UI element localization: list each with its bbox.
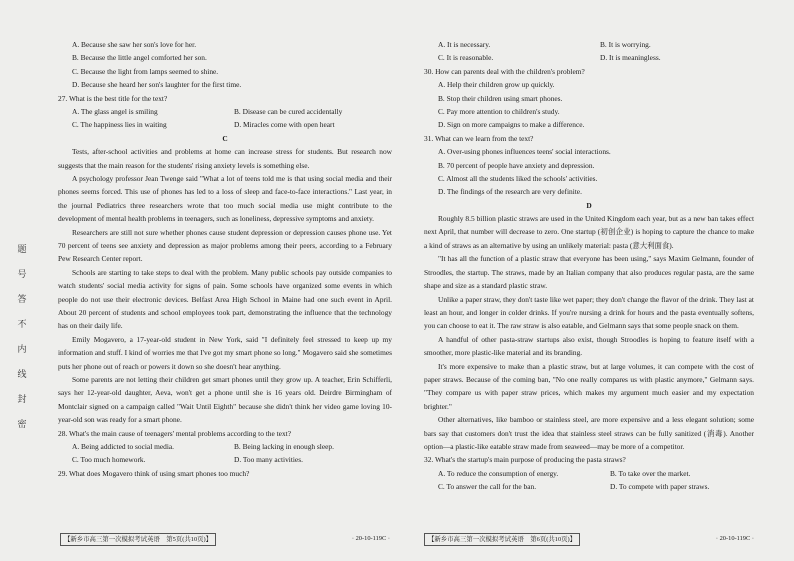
option-c: C. It is reasonable. bbox=[438, 53, 494, 63]
option-line: A. Help their children grow up quickly. bbox=[438, 80, 555, 90]
option-d: D. Too many activities. bbox=[234, 455, 303, 465]
option-line: C. Pay more attention to children's study. bbox=[438, 106, 560, 116]
question-32-options-row bbox=[424, 467, 754, 480]
option-line: D. Sign on more campaigns to make a difference. bbox=[438, 120, 585, 130]
question-29-options-row bbox=[424, 38, 754, 51]
option-line: B. Stop their children using smart phones. bbox=[438, 93, 563, 103]
question-30-stem: 30. How can parents deal with the children's problem? bbox=[424, 66, 585, 76]
page-footer-right bbox=[424, 531, 754, 547]
option-line: B. Because the little angel comforted her son. bbox=[72, 53, 207, 63]
question-28-options-row bbox=[58, 453, 392, 466]
question-32-options-row bbox=[424, 480, 754, 493]
binding-char: 封 bbox=[17, 394, 27, 404]
question-29-options-row bbox=[424, 51, 754, 64]
left-column bbox=[58, 38, 392, 480]
option-c: C. To answer the call for the ban. bbox=[438, 482, 537, 492]
option-a: A. To reduce the consumption of energy. bbox=[438, 468, 559, 478]
question-27-options-row bbox=[58, 105, 392, 118]
footer-code: · 20-10-119C · bbox=[351, 535, 390, 542]
passage-paragraph: "It has all the function of a plastic straw that everyone has been using," says Maxim Gelmann, founder of Stroodles, the startup. The straws, made by an Italian company that also produces regular pasta, are the same shape and size as a standard plastic straw. bbox=[424, 254, 754, 291]
option-a: A. Being addicted to social media. bbox=[72, 442, 175, 452]
option-line: B. 70 percent of people have anxiety and depression. bbox=[438, 160, 595, 170]
binding-char: 线 bbox=[17, 369, 27, 379]
binding-char: 内 bbox=[17, 344, 27, 354]
footer-title: 【新乡市高三第一次模拟考试英语 第6页(共10页)】 bbox=[424, 533, 580, 546]
passage-paragraph: Schools are starting to take steps to deal with the problem. Many public schools pay outside companies to watch students' social media activity for signs of pain. Some schools have organized some events in which people do not use their electronic devices. Belfast Area High School in Maine had one such event in April. About 20 percent of students and school employees took part, demonstrating the influence that the technology has on their daily life. bbox=[58, 267, 392, 331]
option-d: D. Miracles come with open heart bbox=[234, 120, 335, 130]
passage-paragraph: Roughly 8.5 billion plastic straws are used in the United Kingdom each year, but as a new ban takes effect next April, that number will decrease to zero. One startup (初创企业) is hoping to capture the chance to make a kind of straws as an alternative by using an unlikely material: pasta (意大利面食). bbox=[424, 214, 754, 250]
question-32-stem: 32. What's the startup's main purpose of producing the pasta straws? bbox=[424, 455, 626, 465]
option-b: B. Being lacking in enough sleep. bbox=[234, 442, 334, 452]
option-line: C. Almost all the students liked the schools' activities. bbox=[438, 173, 598, 183]
binding-char: 密 bbox=[17, 419, 27, 429]
page-footer-left bbox=[60, 531, 390, 547]
footer-title: 【新乡市高三第一次模拟考试英语 第5页(共10页)】 bbox=[60, 533, 216, 546]
right-column bbox=[424, 38, 754, 494]
option-b: B. Disease can be cured accidentally bbox=[234, 106, 343, 116]
binding-char: 号 bbox=[17, 269, 27, 279]
passage-paragraph: Tests, after-school activities and problems at home can increase stress for students. But research now suggests that the main reason for the students' rising anxiety levels is something else. bbox=[58, 147, 392, 170]
option-line: A. Over-using phones influences teens' social interactions. bbox=[438, 147, 611, 157]
question-27-options-row bbox=[58, 118, 392, 131]
question-31-stem: 31. What can we learn from the text? bbox=[424, 133, 534, 143]
passage-paragraph: A psychology professor Jean Twenge said "What a lot of teens told me is that using social media and their phones seems forced. This use of phones has led to a loss of sleep and face-to-face interactions." Last year, in the journal Pediatrics three researchers wrote that too much social media use might contribute to the development of mental health problems in teenagers, such as loneliness, depressive symptoms and anxiety. bbox=[58, 173, 392, 224]
option-c: C. Too much homework. bbox=[72, 455, 146, 465]
section-heading-d: D bbox=[586, 200, 592, 210]
passage-paragraph: Emily Mogavero, a 17-year-old student in New York, said "I definitely feel stressed to keep up my information and stuff. I kind of worries me that I've got my smart phone so long." Mogavero said she sometimes puts her phone out of reach or powers it down so she doesn't hear anything. bbox=[58, 334, 392, 371]
question-27-stem: 27. What is the best title for the text? bbox=[58, 93, 168, 103]
passage-paragraph: Unlike a paper straw, they don't taste like wet paper; they don't change the flavor of the drink. They last at least an hour, and longer in colder drinks. If you're nursing a drink for hours and the pasta eventually softens, you can choose to eat it. The raw straw is also eatable, and Gelmann says that some people snack on them. bbox=[424, 294, 754, 331]
footer-code: · 20-10-119C · bbox=[715, 535, 754, 542]
passage-paragraph: Researchers are still not sure whether phones cause student depression or depression causes phone use. Yet 70 percent of teens see anxiety and depression as major problems among their peers, according to a February Pew Research Center report. bbox=[58, 227, 392, 264]
option-b: B. It is worrying. bbox=[600, 40, 651, 49]
passage-paragraph: A handful of other pasta-straw startups also exist, though Stroodles is hoping to feature itself with a smoother, more plastic-like material and its branding. bbox=[424, 334, 754, 358]
question-29-stem: 29. What does Mogavero think of using smart phones too much? bbox=[58, 468, 250, 478]
binding-margin bbox=[0, 0, 44, 561]
binding-char: 题 bbox=[17, 244, 27, 254]
option-c: C. The happiness lies in waiting bbox=[72, 120, 167, 130]
option-b: B. To take over the market. bbox=[610, 468, 691, 478]
option-line: A. Because she saw her son's love for her. bbox=[72, 40, 197, 49]
section-heading-c: C bbox=[222, 133, 228, 143]
option-d: D. To compete with paper straws. bbox=[610, 482, 710, 492]
binding-char: 答 bbox=[17, 294, 27, 304]
option-a: A. It is necessary. bbox=[438, 40, 491, 49]
option-d: D. It is meaningless. bbox=[600, 53, 661, 63]
question-28-options-row bbox=[58, 440, 392, 453]
passage-paragraph: Other alternatives, like bamboo or stainless steel, are more expensive and a less elegant solution; some bars say that customers don't trust the idea that stainless steel straws can be fully sanitized (消毒). Another option—a plastic-like eatable straw made from seaweed—may be more of a competitor. bbox=[424, 415, 754, 451]
option-line: D. The findings of the research are very definite. bbox=[438, 187, 582, 197]
passage-paragraph: Some parents are not letting their children get smart phones until they grow up. A teacher, Erin Schifferli, says her 12-year-old daughter, Aeva, won't get a phone until she is 16 years old. Deirdre Birmingham of Montclair signed on a campaign called "Wait Until Eighth" because she didn't think her video game loving 10-year-old son was ready for a smart phone. bbox=[58, 375, 392, 425]
option-line: C. Because the light from lamps seemed to shine. bbox=[72, 66, 219, 76]
option-line: D. Because she heard her son's laughter for the first time. bbox=[72, 80, 242, 90]
option-a: A. The glass angel is smiling bbox=[72, 106, 158, 116]
question-28-stem: 28. What's the main cause of teenagers' mental problems according to the text? bbox=[58, 428, 291, 438]
binding-char: 不 bbox=[17, 319, 27, 329]
passage-paragraph: It's more expensive to make than a plastic straw, but at large volumes, it can compete with the cost of paper straws. Because of the coming ban, "No one really compares us with plastic anymore," Gelmann says. "They compare us with paper straw prices, which makes my argument much easier and my expectation brighter." bbox=[424, 361, 754, 411]
